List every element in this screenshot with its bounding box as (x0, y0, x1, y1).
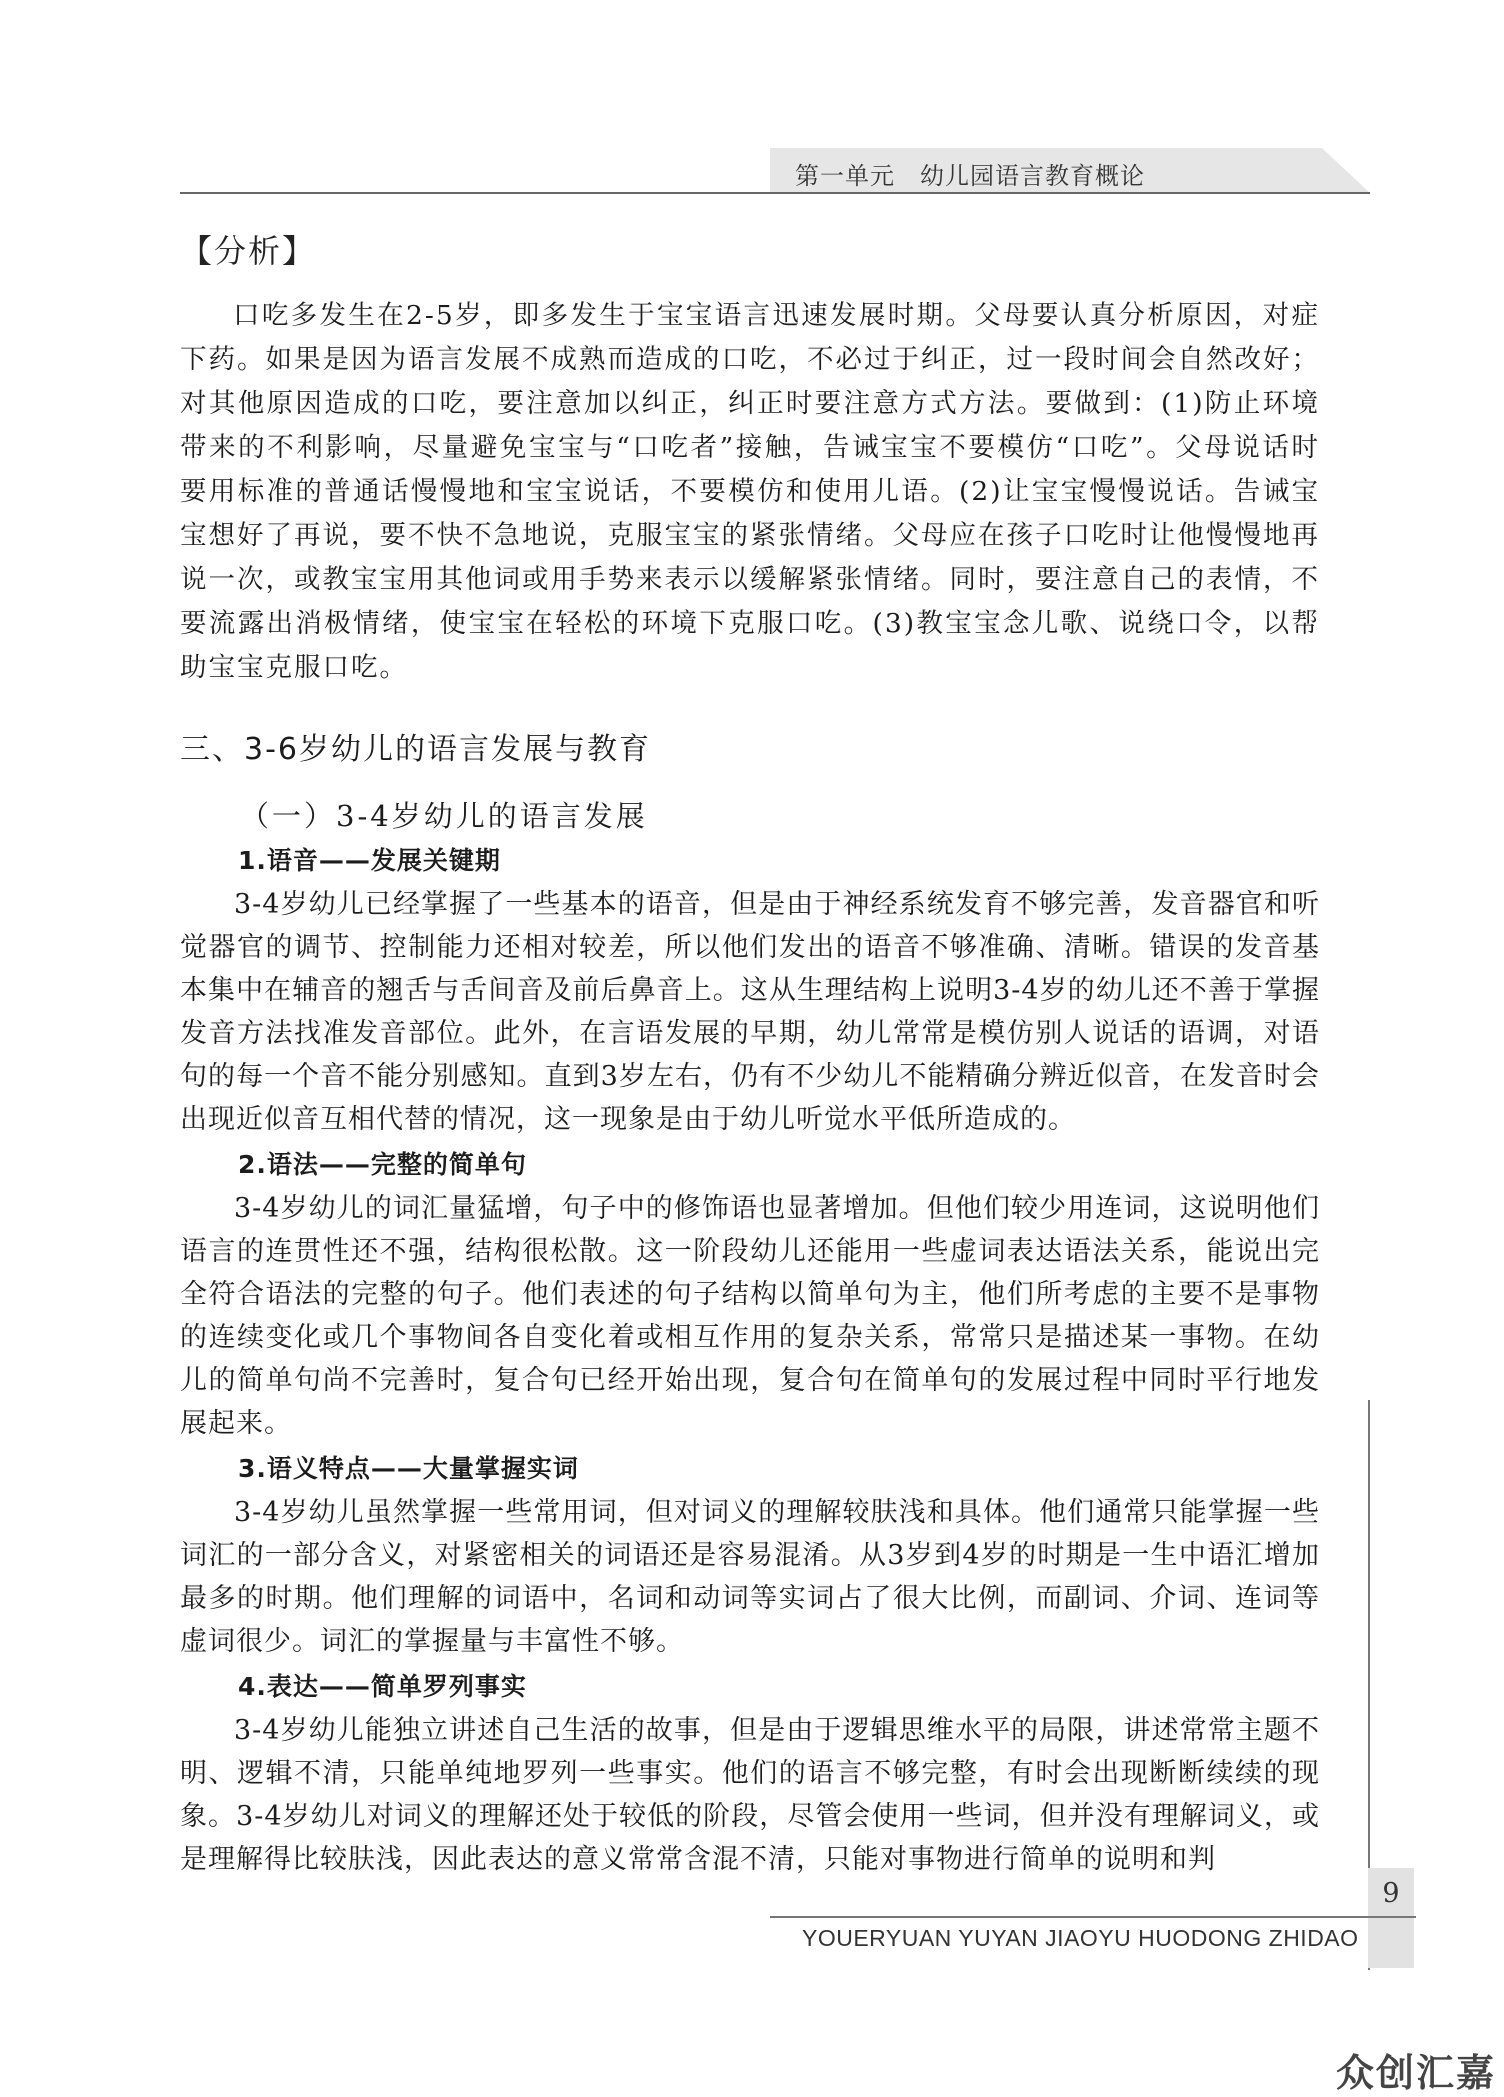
watermark-logo: 众创汇嘉 (1336, 2051, 1497, 2095)
page-number: 9 (1382, 1878, 1400, 1909)
footer-running-title: YOUERYUAN YUYAN JIAOYU HUODONG ZHIDAO (802, 1925, 1359, 1951)
item-heading-grammar: 2.语法——完整的简单句 (238, 1150, 527, 1179)
section-heading: 三、3-6岁幼儿的语言发展与教育 (180, 732, 651, 767)
analysis-label: 【分析】 (180, 232, 317, 270)
item-body-grammar: 3-4岁幼儿的词汇量猛增，句子中的修饰语也显著增加。但他们较少用连词，这说明他们语言的连贯性还不强，结构很松散。这一阶段幼儿还能用一些虚词表达语法关系，能说出完全符合语法的完整的句子。他们表述的句子结构以简单句为主，他们所考虑的主要不是事物的连续变化或几个事物间各自变化着或相互作用的复杂关系，常常只是描述某一事物。在幼儿的简单句尚不完善时，复合句已经开始出现，复合句在简单句的发展过程中同时平行地发展起来。 (180, 1193, 1320, 1439)
item-body-phonetics: 3-4岁幼儿已经掌握了一些基本的语音，但是由于神经系统发育不够完善，发音器官和听觉器官的调节、控制能力还相对较差，所以他们发出的语音不够准确、清晰。错误的发音基本集中在辅音的翘舌与舌间音及前后鼻音上。这从生理结构上说明3-4岁的幼儿还不善于掌握发音方法找准发音部位。此外，在言语发展的早期，幼儿常常是模仿别人说话的语调，对语句的每一个音不能分别感知。直到3岁左右，仍有不少幼儿不能精确分辨近似音，在发音时会出现近似音互相代替的情况，这一现象是由于幼儿听觉水平低所造成的。 (180, 889, 1320, 1135)
footer-rule (770, 1916, 1416, 1918)
item-heading-semantics: 3.语义特点——大量掌握实词 (238, 1454, 579, 1483)
header-rule (180, 192, 1370, 194)
running-header-title: 第一单元 幼儿园语言教育概论 (795, 162, 1145, 190)
item-heading-phonetics: 1.语音——发展关键期 (238, 846, 501, 875)
item-body-expression: 3-4岁幼儿能独立讲述自己生活的故事，但是由于逻辑思维水平的局限，讲述常常主题不明、逻辑不清，只能单纯地罗列一些事实。他们的语言不够完整，有时会出现断断续续的现象。3-4岁幼儿对词义的理解还处于较低的阶段，尽管会使用一些词，但并没有理解词义，或是理解得比较肤浅，因此表达的意义常常含混不清，只能对事物进行简单的说明和判 (180, 1715, 1320, 1875)
subsection-heading: （一）3-4岁幼儿的语言发展 (240, 799, 648, 833)
page-content (180, 226, 1320, 1881)
item-body-semantics: 3-4岁幼儿虽然掌握一些常用词，但对词义的理解较肤浅和具体。他们通常只能掌握一些词汇的一部分含义，对紧密相关的词语还是容易混淆。从3岁到4岁的时期是一生中语汇增加最多的时期。他们理解的词语中，名词和动词等实词占了很大比例，而副词、介词、连词等虚词很少。词汇的掌握量与丰富性不够。 (180, 1497, 1320, 1657)
analysis-paragraph: 口吃多发生在2-5岁，即多发生于宝宝语言迅速发展时期。父母要认真分析原因，对症下药。如果是因为语言发展不成熟而造成的口吃，不必过于纠正，过一段时间会自然改好；对其他原因造成的口吃，要注意加以纠正，纠正时要注意方式方法。要做到：(1)防止环境带来的不利影响，尽量避免宝宝与“口吃者”接触，告诫宝宝不要模仿“口吃”。父母说话时要用标准的普通话慢慢地和宝宝说话，不要模仿和使用儿语。(2)让宝宝慢慢说话。告诫宝宝想好了再说，要不快不急地说，克服宝宝的紧张情绪。父母应在孩子口吃时让他慢慢地再说一次，或教宝宝用其他词或用手势来表示以缓解紧张情绪。同时，要注意自己的表情，不要流露出消极情绪，使宝宝在轻松的环境下克服口吃。(3)教宝宝念儿歌、说绕口令，以帮助宝宝克服口吃。 (180, 300, 1320, 683)
item-heading-expression: 4.表达——简单罗列事实 (238, 1672, 527, 1701)
